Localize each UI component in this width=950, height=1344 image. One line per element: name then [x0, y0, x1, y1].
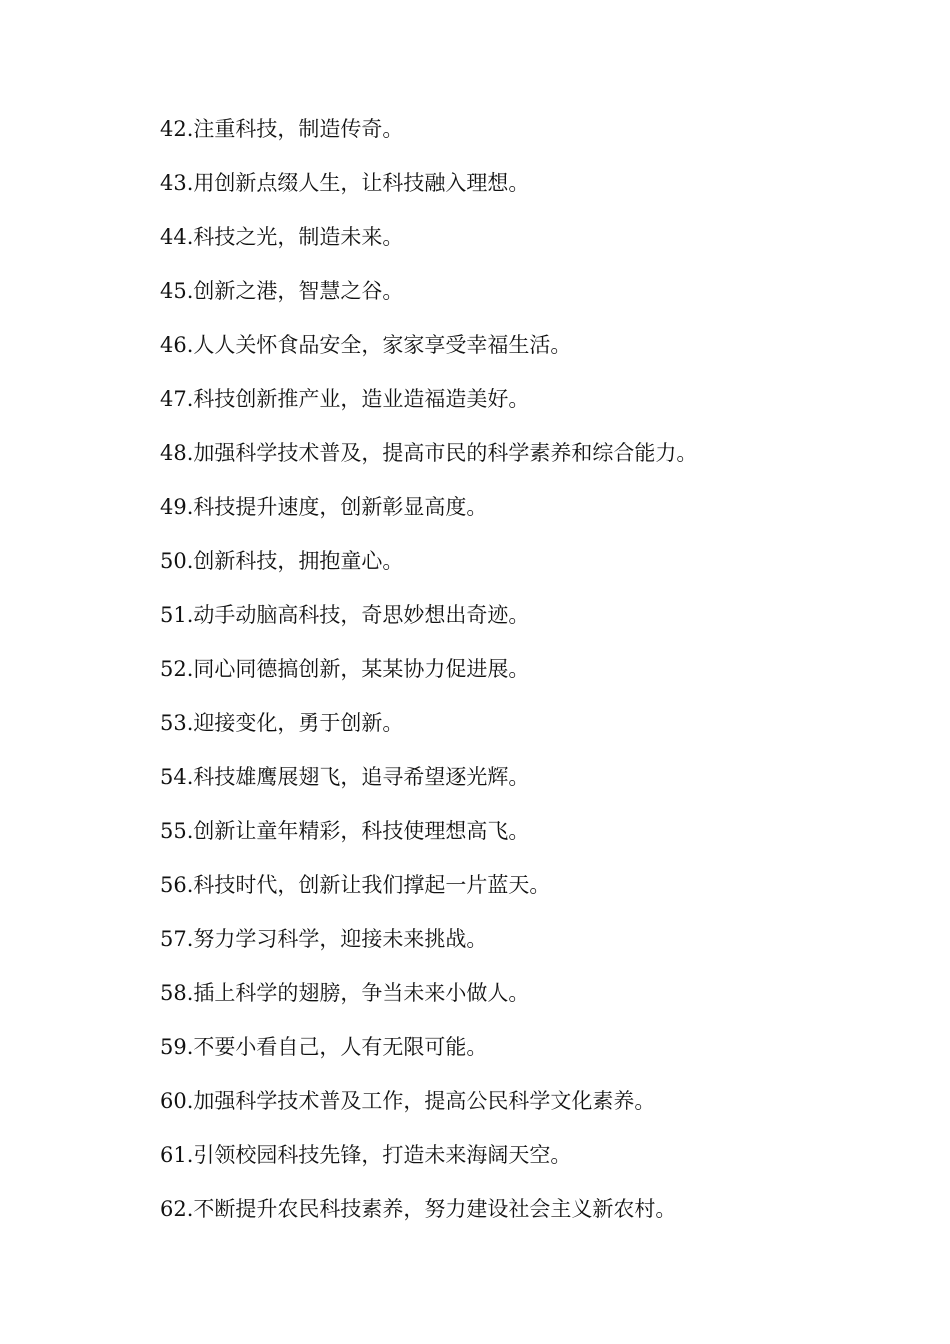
list-item: 43.用创新点缀人生，让科技融入理想。: [160, 171, 530, 195]
list-item: 51.动手动脑高科技，奇思妙想出奇迹。: [160, 603, 530, 627]
list-item: 45.创新之港，智慧之谷。: [160, 279, 404, 303]
list-item: 47.科技创新推产业，造业造福造美好。: [160, 387, 530, 411]
list-item: 62.不断提升农民科技素养，努力建设社会主义新农村。: [160, 1197, 677, 1221]
list-item: 56.科技时代，创新让我们撑起一片蓝天。: [160, 873, 551, 897]
list-item: 58.插上科学的翅膀，争当未来小做人。: [160, 981, 530, 1005]
list-item: 52.同心同德搞创新，某某协力促进展。: [160, 657, 530, 681]
list-item: 42.注重科技，制造传奇。: [160, 117, 404, 141]
list-item: 49.科技提升速度，创新彰显高度。: [160, 495, 488, 519]
list-item: 59.不要小看自己，人有无限可能。: [160, 1035, 488, 1059]
list-item: 50.创新科技，拥抱童心。: [160, 549, 404, 573]
list-item: 46.人人关怀食品安全，家家享受幸福生活。: [160, 333, 572, 357]
slogan-list: [160, 112, 697, 1246]
list-item: 54.科技雄鹰展翅飞，追寻希望逐光辉。: [160, 765, 530, 789]
list-item: 44.科技之光，制造未来。: [160, 225, 404, 249]
list-item: 57.努力学习科学，迎接未来挑战。: [160, 927, 488, 951]
list-item: 48.加强科学技术普及，提高市民的科学素养和综合能力。: [160, 441, 698, 465]
list-item: 61.引领校园科技先锋，打造未来海阔天空。: [160, 1143, 572, 1167]
list-item: 53.迎接变化，勇于创新。: [160, 711, 404, 735]
list-item: 55.创新让童年精彩，科技使理想高飞。: [160, 819, 530, 843]
list-item: 60.加强科学技术普及工作，提高公民科学文化素养。: [160, 1089, 656, 1113]
